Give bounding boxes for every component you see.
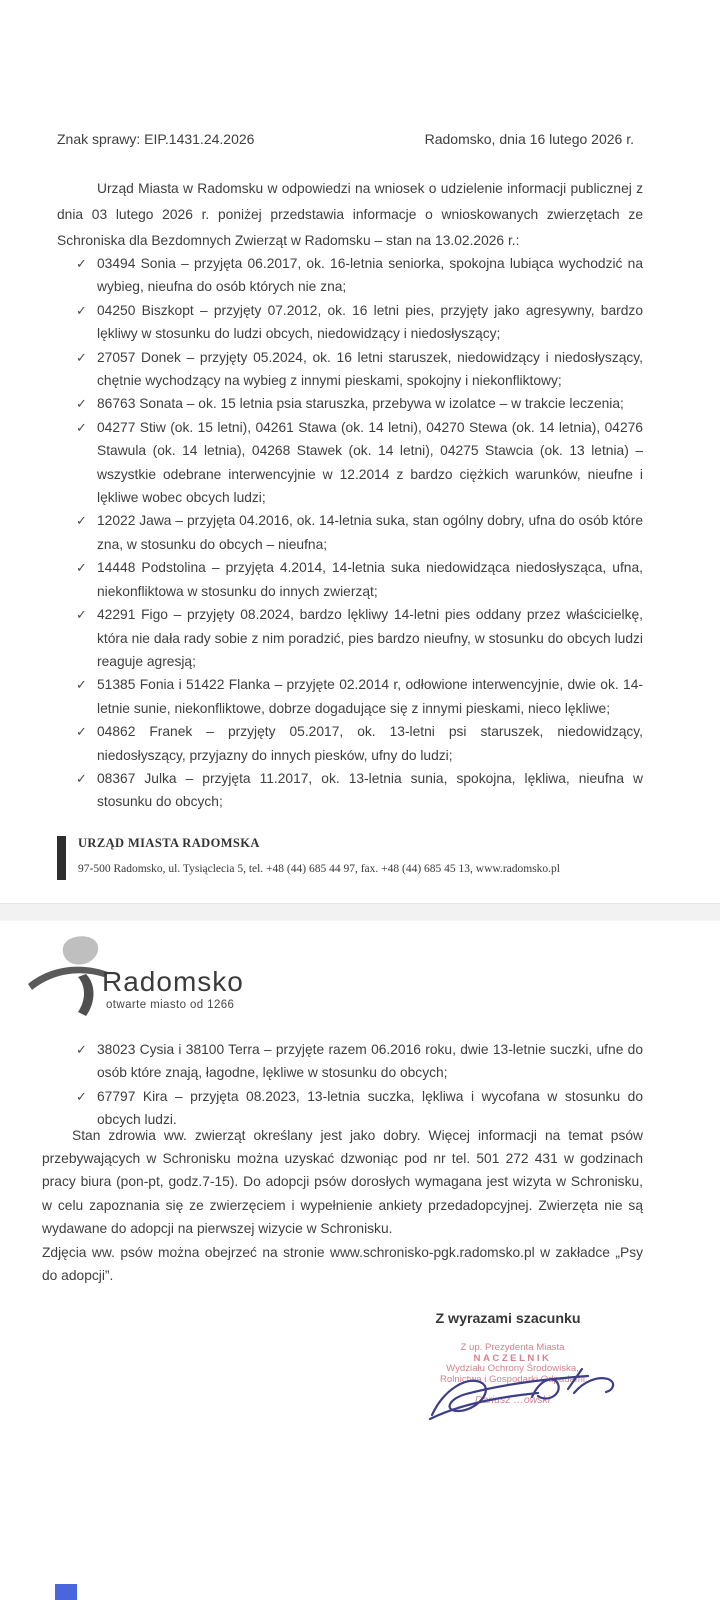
- intro-paragraph: Urząd Miasta w Radomsku w odpowiedzi na wniosek o udzielenie informacji publicznej z dnia 03 lutego 2026 r. poniżej przedstawia informacje o wnioskowanych zwierzętach ze Schroniska dla Bezdomnych Zwierząt w Radomsku – stan na 13.02.2026 r.:: [57, 181, 643, 248]
- list-item-text: 27057 Donek – przyjęty 05.2024, ok. 16 letni staruszek, niedowidzący i niedosłyszący, chętnie wychodzący na wybieg z innymi pieskami, spokojny i niekonfliktowy;: [97, 349, 643, 389]
- list-item: [57, 767, 643, 814]
- closing-salutation: Z wyrazami szacunku: [435, 1311, 581, 1327]
- list-item-text: 67797 Kira – przyjęta 08.2023, 13-letnia suczka, lękliwa i wycofana w stosunku do obcych ludzi.: [97, 1088, 643, 1128]
- footer-accent-bar: [57, 836, 66, 880]
- radomsko-logo-icon: [28, 936, 110, 1020]
- list-item: [42, 1038, 643, 1085]
- stamp-name: Dariusz …owski: [474, 1394, 551, 1407]
- logo-brand-text: Radomsko: [102, 966, 244, 997]
- selection-handle[interactable]: [55, 1584, 77, 1600]
- checkmark-icon: ✓: [76, 349, 87, 365]
- list-item-text: 12022 Jawa – przyjęta 04.2016, ok. 14-letnia suka, stan ogólny dobry, ufna do osób które zna, w stosunku do obcych – nieufna;: [97, 513, 643, 552]
- list-item-text: 38023 Cysia i 38100 Terra – przyjęte razem 06.2016 roku, dwie 13-letnie suczki, ufne do osób które znają, łagodne, lękliwe w stosunku do obcych;: [97, 1042, 643, 1081]
- list-item-text: 86763 Sonata – ok. 15 letnia psia staruszka, przebywa w izolatce – w trakcie leczenia;: [97, 396, 624, 412]
- list-item-text: 42291 Figo – przyjęty 08.2024, bardzo lękliwy 14-letni pies oddany przez właścicielkę, która nie dała rady sobie z nim poradzić, pies bardzo nieufny, w stosunku do obcych ludzi reaguje agresją;: [97, 607, 643, 669]
- list-item-text: 04277 Stiw (ok. 15 letni), 04261 Stawa (ok. 14 letni), 04270 Stewa (ok. 14 letnia), 04276 Stawula (ok. 14 letnia), 04268 Stawek (ok. 14 letni), 04275 Stawcia (ok. 13 letnia) – wszystkie odebrane interwencyjnie w 12.2014 z bardzo ciężkich warunków, nieufne i lękliwe wobec obcych ludzi;: [97, 419, 643, 506]
- stamp-line: Z up. Prezydenta Miasta: [460, 1342, 565, 1353]
- checkmark-icon: ✓: [76, 396, 87, 412]
- list-item-text: 51385 Fonia i 51422 Flanka – przyjęte 02.2014 r, odłowione interwencyjnie, dwie ok. 14-letnie sunie, niekonfliktowe, dobrze dogadujące się z innymi pieskami, nieco lękliwe;: [97, 677, 643, 716]
- signature-icon: [428, 1363, 633, 1425]
- page-break: [0, 903, 720, 921]
- list-item: [57, 509, 643, 556]
- stamp-line: Rolnictwa i Gospodarki Odpadami: [439, 1373, 586, 1385]
- checkmark-icon: ✓: [76, 677, 87, 693]
- list-item: [57, 299, 643, 346]
- checkmark-icon: ✓: [76, 607, 87, 623]
- list-item-text: 14448 Podstolina – przyjęta 4.2014, 14-letnia suka niedowidząca niedosłysząca, ufna, niekonfliktowa w stosunku do innych zwierząt;: [97, 560, 643, 599]
- list-item: [57, 416, 643, 510]
- letter-header-row: [57, 131, 634, 147]
- case-number: Znak sprawy: EIP.1431.24.2026: [57, 131, 255, 147]
- org-name: URZĄD MIASTA RADOMSKA: [78, 836, 260, 850]
- health-status-paragraph: Stan zdrowia ww. zwierząt określany jest jako dobry. Więcej informacji na temat psów przebywających w Schronisku można uzyskać dzwoniąc pod nr tel. 501 272 431 w godzinach pracy biura (pon-pt, godz.7-15). Do adopcji psów dorosłych wymagana jest wizyta w Schronisku, w celu zapoznania się ze zwierzęciem i wypełnienie ankiety przedadopcyjnej. Zwierzęta nie są wydawane do adopcji na pierwszej wizycie w Schronisku.: [42, 1128, 643, 1236]
- list-item: [57, 392, 643, 415]
- list-item-text: 08367 Julka – przyjęta 11.2017, ok. 13-letnia sunia, spokojna, lękliwa, nieufna w stosunku do obcych;: [97, 770, 643, 810]
- checkmark-icon: ✓: [76, 302, 87, 318]
- checkmark-icon: ✓: [76, 724, 87, 740]
- checkmark-icon: ✓: [76, 513, 87, 529]
- org-address: 97-500 Radomsko, ul. Tysiąclecia 5, tel. +48 (44) 685 44 97, fax. +48 (44) 685 45 13, www.radomsko.pl: [78, 863, 561, 875]
- stamp-line: NACZELNIK: [473, 1352, 552, 1364]
- list-item: [57, 720, 643, 767]
- list-item: [57, 252, 643, 299]
- checkmark-icon: ✓: [76, 256, 87, 271]
- checkmark-icon: ✓: [76, 419, 87, 435]
- date-line: Radomsko, dnia 16 lutego 2026 r.: [424, 131, 634, 147]
- checkmark-icon: ✓: [76, 1042, 87, 1057]
- list-item-text: 04862 Franek – przyjęty 05.2017, ok. 13-letni psi staruszek, niedowidzący, niedosłyszący, przyjazny do innych piesków, ufny do ludzi;: [97, 724, 643, 763]
- checkmark-icon: ✓: [76, 1088, 87, 1104]
- list-item: [57, 346, 643, 393]
- checkmark-icon: ✓: [76, 560, 87, 576]
- photos-paragraph: Zdjęcia ww. psów można obejrzeć na stronie www.schronisko-pgk.radomsko.pl w zakładce „Psy do adopcji”.: [42, 1245, 643, 1284]
- list-item: [57, 556, 643, 603]
- stamp-line: Wydziału Ochrony Środowiska,: [446, 1363, 579, 1375]
- list-item: [57, 603, 643, 673]
- list-item-text: 04250 Biszkopt – przyjęty 07.2012, ok. 16 letni pies, przyjęty jako agresywny, bardzo lękliwy w stosunku do ludzi obcych, niedowidzący i niedosłyszący;: [97, 302, 643, 342]
- list-item-text: 03494 Sonia – przyjęta 06.2017, ok. 16-letnia seniorka, spokojna lubiąca wychodzić na wybieg, nieufna do osób których nie zna;: [97, 256, 643, 295]
- checkmark-icon: ✓: [76, 770, 87, 786]
- dog-list-page1: [57, 252, 643, 814]
- list-item: [57, 673, 643, 720]
- logo-tagline: otwarte miasto od 1266: [106, 999, 235, 1011]
- dog-list-page2: [42, 1038, 643, 1132]
